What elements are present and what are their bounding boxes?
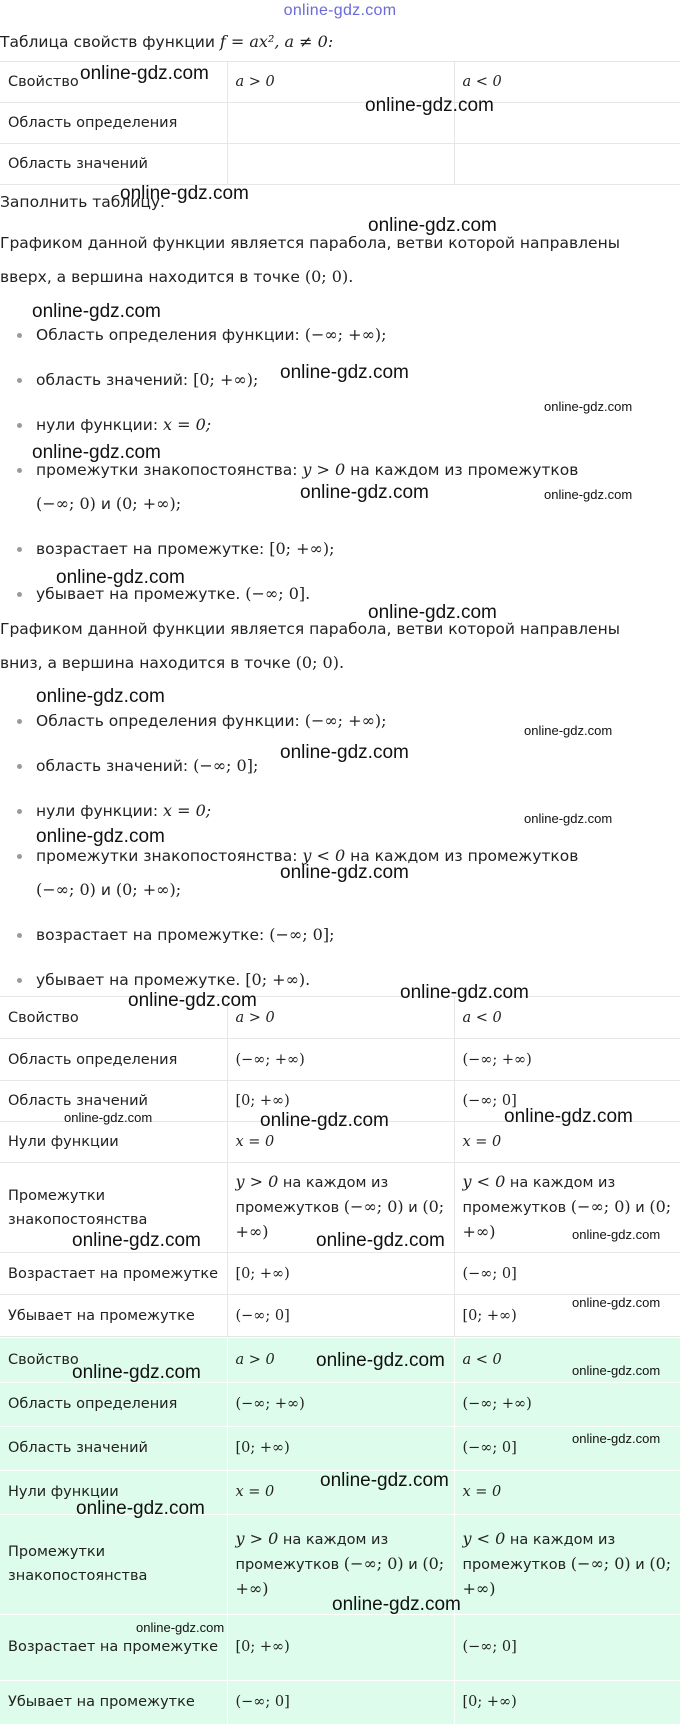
cell-text: и — [408, 1200, 418, 1216]
watermark: online-gdz.com — [32, 301, 161, 322]
case-down-line1: Графиком данной функции является парабола, ветви которой направлены — [0, 620, 620, 638]
header-cell: a > 0 — [227, 997, 454, 1039]
table-cell: (−∞; 0] — [454, 1614, 680, 1680]
cell-formula: (0; +∞) — [462, 1553, 672, 1598]
row-label: Нули функции — [0, 1122, 227, 1163]
case-down-line2-text: вниз, а вершина находится в точке — [0, 654, 291, 672]
item-formula: (−∞; 0]; — [193, 756, 259, 775]
case-up-line2 — [0, 260, 660, 294]
watermark: online-gdz.com — [572, 1363, 661, 1378]
header-cell: a < 0 — [454, 997, 680, 1039]
header-cell: Свойство — [0, 1338, 227, 1382]
item-text: область значений: — [36, 371, 189, 389]
item-formula: (−∞; 0) — [36, 880, 96, 899]
watermark: online-gdz.com — [524, 723, 613, 738]
table-cell: (−∞; +∞) — [454, 1039, 680, 1081]
cell-text: и — [635, 1556, 645, 1573]
highlighted-properties-table — [0, 1338, 680, 1725]
table-row — [0, 1614, 680, 1680]
item-formula: (−∞; 0]; — [269, 925, 335, 944]
site-logo[interactable]: online-gdz.com — [283, 2, 397, 19]
watermark: online-gdz.com — [136, 1620, 225, 1635]
watermark: online-gdz.com — [32, 442, 161, 463]
watermark: online-gdz.com — [72, 1362, 201, 1383]
table-cell: [0; +∞) — [227, 1253, 454, 1295]
table-cell: (−∞; 0] — [227, 1680, 454, 1724]
row-label: Область определения — [0, 1382, 227, 1426]
table-cell: [0; +∞) — [227, 1426, 454, 1470]
row-label: Область значений — [0, 1081, 227, 1122]
item-formula: (−∞; +∞); — [304, 711, 387, 730]
row-label: Область значений — [0, 144, 227, 185]
table-cell — [454, 1514, 680, 1614]
case-down-paragraph — [0, 612, 660, 680]
fill-instruction: Заполнить таблицу. — [0, 193, 165, 211]
item-text: нули функции: — [36, 802, 159, 820]
watermark: online-gdz.com — [72, 1230, 201, 1251]
table-cell: (−∞; +∞) — [227, 1382, 454, 1426]
vertex-formula: (0; 0). — [295, 653, 345, 672]
header-cell: a < 0 — [454, 1338, 680, 1382]
header-cell: a < 0 — [454, 62, 680, 103]
filled-properties-table — [0, 996, 680, 1337]
case-up-line2-text: вверх, а вершина находится в точке — [0, 268, 300, 286]
watermark: online-gdz.com — [316, 1230, 445, 1251]
table-cell: x = 0 — [454, 1470, 680, 1514]
watermark: online-gdz.com — [368, 602, 497, 623]
item-text: нули функции: — [36, 416, 159, 434]
table-cell: x = 0 — [227, 1470, 454, 1514]
item-formula: (−∞; 0) — [36, 494, 96, 513]
table-cell: (−∞; +∞) — [454, 1382, 680, 1426]
watermark: online-gdz.com — [544, 399, 633, 414]
intro-text: Таблица свойств функции — [0, 33, 215, 51]
watermark: online-gdz.com — [36, 686, 165, 707]
table-cell: (−∞; 0] — [454, 1426, 680, 1470]
watermark: online-gdz.com — [368, 215, 497, 236]
cell-text: на каждом из промежутков — [462, 1175, 616, 1216]
watermark: online-gdz.com — [572, 1431, 661, 1446]
item-text: возрастает на промежутке: — [36, 540, 265, 558]
table-row — [0, 1680, 680, 1724]
cell-formula: (−∞; 0) — [343, 1553, 404, 1573]
item-text: и — [100, 495, 111, 513]
item-formula: x = 0; — [163, 801, 212, 820]
item-formula: x = 0; — [163, 415, 212, 434]
list-item — [36, 318, 676, 352]
cell-formula: y > 0 — [235, 1528, 279, 1548]
table-cell: (−∞; 0] — [454, 1253, 680, 1295]
item-text: промежутки знакопостоянства: — [36, 461, 298, 479]
watermark: online-gdz.com — [80, 63, 209, 84]
table-cell: (−∞; 0] — [454, 1081, 680, 1122]
table-row — [0, 144, 680, 185]
item-text: промежутки знакопостоянства: — [36, 847, 298, 865]
cell-text: на каждом из промежутков — [235, 1175, 389, 1216]
item-formula: y < 0 — [302, 846, 346, 865]
table-cell: [0; +∞) — [454, 1295, 680, 1337]
header-cell: a > 0 — [227, 62, 454, 103]
row-label: Промежутки знакопостоянства — [0, 1163, 227, 1253]
cell-formula: y < 0 — [462, 1172, 506, 1191]
item-text: область значений: — [36, 757, 189, 775]
watermark: online-gdz.com — [400, 982, 529, 1003]
row-label: Область значений — [0, 1426, 227, 1470]
watermark: online-gdz.com — [572, 1227, 661, 1242]
item-text: Область определения функции: — [36, 326, 300, 344]
watermark: online-gdz.com — [280, 862, 409, 883]
watermark: online-gdz.com — [120, 183, 249, 204]
cell-text: на каждом из промежутков — [235, 1531, 389, 1573]
table-cell — [454, 144, 680, 185]
watermark: online-gdz.com — [76, 1498, 205, 1519]
watermark: online-gdz.com — [300, 482, 429, 503]
item-formula: (−∞; 0]. — [245, 584, 311, 603]
cell-formula: y > 0 — [235, 1172, 279, 1191]
cell-text: и — [635, 1200, 645, 1216]
item-text: на каждом из промежутков — [350, 847, 579, 865]
table-cell: [0; +∞) — [227, 1081, 454, 1122]
item-formula: (−∞; +∞); — [304, 325, 387, 344]
table-row — [0, 1382, 680, 1426]
intro-formula: f = ax², a ≠ 0: — [219, 32, 334, 51]
list-item — [36, 532, 676, 566]
table-cell: x = 0 — [227, 1122, 454, 1163]
item-formula: [0; +∞); — [269, 539, 335, 558]
item-text: на каждом из промежутков — [350, 461, 579, 479]
table-row — [0, 997, 680, 1039]
item-text: Область определения функции: — [36, 712, 300, 730]
watermark: online-gdz.com — [524, 811, 613, 826]
row-label: Область определения — [0, 1039, 227, 1081]
row-label: Область определения — [0, 103, 227, 144]
watermark: online-gdz.com — [365, 95, 494, 116]
table-cell: (−∞; 0] — [227, 1295, 454, 1337]
row-label: Промежутки знакопостоянства — [0, 1514, 227, 1614]
watermark: online-gdz.com — [572, 1295, 661, 1310]
watermark: online-gdz.com — [332, 1594, 461, 1615]
item-text: и — [100, 881, 111, 899]
item-formula: [0; +∞); — [193, 370, 259, 389]
table-cell: [0; +∞) — [454, 1680, 680, 1724]
item-text: убывает на промежутке. — [36, 585, 241, 603]
vertex-formula: (0; 0). — [304, 267, 354, 286]
item-text: возрастает на промежутке: — [36, 926, 265, 944]
cell-formula: (−∞; 0) — [570, 1553, 631, 1573]
intro-line — [0, 32, 333, 51]
watermark: online-gdz.com — [260, 1110, 389, 1131]
cell-text: на каждом из промежутков — [462, 1531, 616, 1573]
cell-formula: (0; +∞) — [235, 1553, 445, 1598]
row-label: Убывает на промежутке — [0, 1295, 227, 1337]
table-row — [0, 1253, 680, 1295]
watermark: online-gdz.com — [128, 990, 257, 1011]
table-row — [0, 1039, 680, 1081]
table-cell: (−∞; +∞) — [227, 1039, 454, 1081]
item-formula: [0; +∞). — [245, 970, 311, 989]
item-formula: (0; +∞); — [115, 494, 182, 513]
watermark: online-gdz.com — [320, 1470, 449, 1491]
table-row — [0, 103, 680, 144]
case-up-line1: Графиком данной функции является парабола, ветви которой направлены — [0, 234, 620, 252]
table-cell: x = 0 — [454, 1122, 680, 1163]
header-cell: Свойство — [0, 997, 227, 1039]
header-cell: Свойство — [0, 62, 227, 103]
watermark: online-gdz.com — [36, 826, 165, 847]
watermark: online-gdz.com — [280, 742, 409, 763]
cell-formula: (0; +∞) — [462, 1197, 672, 1241]
list-item — [36, 918, 676, 952]
table-cell: [0; +∞) — [227, 1614, 454, 1680]
row-label: Возрастает на промежутке — [0, 1253, 227, 1295]
item-text: убывает на промежутке. — [36, 971, 241, 989]
watermark: online-gdz.com — [280, 362, 409, 383]
watermark: online-gdz.com — [544, 487, 633, 502]
watermark: online-gdz.com — [504, 1106, 633, 1127]
cell-text: и — [408, 1556, 418, 1573]
cell-formula: (0; +∞) — [235, 1197, 445, 1241]
row-label: Возрастает на промежутке — [0, 1614, 227, 1680]
item-formula: (0; +∞); — [115, 880, 182, 899]
case-up-paragraph — [0, 226, 660, 294]
cell-formula: (−∞; 0) — [343, 1197, 404, 1216]
header-cell: a > 0 — [227, 1338, 454, 1382]
cell-formula: (−∞; 0) — [570, 1197, 631, 1216]
case-down-line2 — [0, 646, 660, 680]
row-label: Нули функции — [0, 1470, 227, 1514]
table-cell — [227, 144, 454, 185]
cell-formula: y < 0 — [462, 1528, 506, 1548]
watermark: online-gdz.com — [316, 1350, 445, 1371]
row-label: Убывает на промежутке — [0, 1680, 227, 1724]
watermark: online-gdz.com — [56, 567, 185, 588]
watermark: online-gdz.com — [64, 1110, 153, 1125]
item-formula: y > 0 — [302, 460, 346, 479]
